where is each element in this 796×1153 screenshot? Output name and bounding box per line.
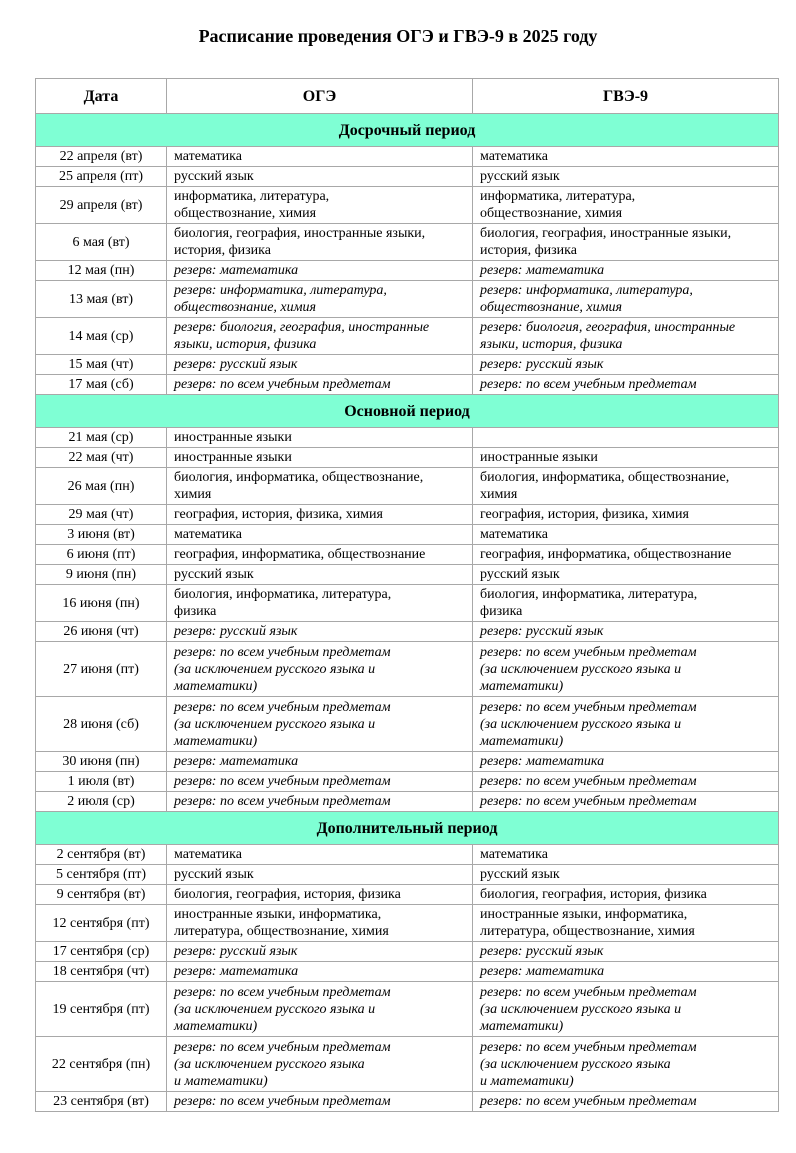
subject-line: биология, география, иностранные языки, bbox=[174, 226, 426, 241]
subject-line: математики) bbox=[480, 733, 564, 749]
subject-line: резерв: по всем учебным предметам bbox=[480, 1094, 697, 1109]
gve-subjects bbox=[473, 355, 779, 375]
subject-line: химия bbox=[174, 487, 212, 502]
oge-subjects bbox=[167, 355, 473, 375]
exam-date: 3 июня (вт) bbox=[36, 525, 167, 545]
table-row bbox=[36, 942, 779, 962]
gve-subjects bbox=[473, 224, 779, 261]
exam-date: 1 июля (вт) bbox=[36, 772, 167, 792]
table-row bbox=[36, 565, 779, 585]
subject-line: химия bbox=[480, 487, 518, 502]
subject-line: (за исключением русского языка bbox=[174, 1056, 365, 1072]
table-row bbox=[36, 865, 779, 885]
subject-line: литература, обществознание, химия bbox=[480, 924, 695, 939]
subject-line: русский язык bbox=[480, 567, 560, 582]
subject-line: обществознание, химия bbox=[174, 300, 317, 315]
subject-line: биология, география, история, физика bbox=[174, 887, 401, 902]
table-row bbox=[36, 697, 779, 752]
subject-line: иностранные языки bbox=[174, 430, 292, 445]
exam-date: 27 июня (пт) bbox=[36, 642, 167, 697]
subject-line: резерв: по всем учебным предметам bbox=[174, 774, 391, 789]
period-row bbox=[36, 114, 779, 147]
period-row bbox=[36, 395, 779, 428]
subject-line: резерв: русский язык bbox=[174, 944, 298, 959]
exam-date: 2 сентября (вт) bbox=[36, 845, 167, 865]
gve-subjects bbox=[473, 167, 779, 187]
schedule-body bbox=[36, 114, 779, 1112]
oge-subjects bbox=[167, 147, 473, 167]
table-row bbox=[36, 752, 779, 772]
oge-subjects bbox=[167, 224, 473, 261]
oge-subjects bbox=[167, 697, 473, 752]
exam-date: 23 сентября (вт) bbox=[36, 1092, 167, 1112]
subject-line: история, физика bbox=[480, 243, 577, 258]
subject-line: резерв: математика bbox=[174, 263, 299, 278]
subject-line: резерв: математика bbox=[174, 754, 299, 769]
subject-line: резерв: по всем учебным предметам bbox=[174, 1039, 391, 1055]
subject-line: и математики) bbox=[480, 1073, 574, 1089]
subject-line: резерв: русский язык bbox=[174, 624, 298, 639]
table-row bbox=[36, 355, 779, 375]
subject-line: обществознание, химия bbox=[480, 206, 623, 221]
oge-subjects bbox=[167, 281, 473, 318]
exam-date: 6 июня (пт) bbox=[36, 545, 167, 565]
gve-subjects bbox=[473, 865, 779, 885]
subject-line: (за исключением русского языка и bbox=[480, 716, 682, 732]
table-row bbox=[36, 224, 779, 261]
gve-subjects bbox=[473, 525, 779, 545]
subject-line: резерв: по всем учебным предметам bbox=[480, 644, 697, 660]
oge-subjects bbox=[167, 545, 473, 565]
subject-line: резерв: математика bbox=[480, 964, 605, 979]
table-row bbox=[36, 585, 779, 622]
gve-subjects bbox=[473, 448, 779, 468]
exam-date: 22 сентября (пн) bbox=[36, 1037, 167, 1092]
subject-line: резерв: биология, география, иностранные bbox=[480, 320, 736, 335]
table-row bbox=[36, 468, 779, 505]
subject-line: математики) bbox=[174, 678, 258, 694]
exam-date: 18 сентября (чт) bbox=[36, 962, 167, 982]
subject-line: география, история, физика, химия bbox=[480, 507, 689, 522]
subject-line: резерв: по всем учебным предметам bbox=[480, 774, 697, 789]
exam-date: 9 сентября (вт) bbox=[36, 885, 167, 905]
period-title: Основной период bbox=[36, 395, 779, 428]
oge-subjects bbox=[167, 982, 473, 1037]
exam-date: 28 июня (сб) bbox=[36, 697, 167, 752]
gve-subjects bbox=[473, 642, 779, 697]
oge-subjects bbox=[167, 428, 473, 448]
subject-line: математика bbox=[174, 847, 242, 862]
table-row bbox=[36, 772, 779, 792]
exam-date: 15 мая (чт) bbox=[36, 355, 167, 375]
subject-line: резерв: по всем учебным предметам bbox=[174, 377, 391, 392]
period-row bbox=[36, 812, 779, 845]
subject-line: биология, информатика, обществознание, bbox=[480, 470, 730, 485]
oge-subjects bbox=[167, 772, 473, 792]
subject-line: математики) bbox=[174, 1018, 258, 1034]
subject-line: резерв: по всем учебным предметам bbox=[174, 794, 391, 809]
subject-line: языки, история, физика bbox=[480, 337, 623, 352]
subject-line: резерв: биология, география, иностранные bbox=[174, 320, 430, 335]
header-gve: ГВЭ-9 bbox=[473, 79, 779, 114]
oge-subjects bbox=[167, 375, 473, 395]
oge-subjects bbox=[167, 585, 473, 622]
oge-subjects bbox=[167, 167, 473, 187]
exam-date: 14 мая (ср) bbox=[36, 318, 167, 355]
table-row bbox=[36, 962, 779, 982]
subject-line: резерв: по всем учебным предметам bbox=[480, 984, 697, 1000]
gve-subjects bbox=[473, 962, 779, 982]
subject-line: математика bbox=[480, 527, 548, 542]
subject-line: (за исключением русского языка и bbox=[174, 1001, 376, 1017]
subject-line: резерв: русский язык bbox=[480, 357, 604, 372]
oge-subjects bbox=[167, 187, 473, 224]
subject-line: обществознание, химия bbox=[174, 206, 317, 221]
subject-line: история, физика bbox=[174, 243, 271, 258]
gve-subjects bbox=[473, 428, 779, 448]
exam-date: 26 июня (чт) bbox=[36, 622, 167, 642]
subject-line: биология, информатика, литература, bbox=[174, 587, 392, 602]
oge-subjects bbox=[167, 622, 473, 642]
oge-subjects bbox=[167, 792, 473, 812]
subject-line: математики) bbox=[174, 733, 258, 749]
exam-date: 17 сентября (ср) bbox=[36, 942, 167, 962]
oge-subjects bbox=[167, 885, 473, 905]
subject-line: резерв: математика bbox=[174, 964, 299, 979]
gve-subjects bbox=[473, 261, 779, 281]
subject-line: резерв: по всем учебным предметам bbox=[480, 1039, 697, 1055]
oge-subjects bbox=[167, 845, 473, 865]
subject-line: обществознание, химия bbox=[480, 300, 623, 315]
period-title: Досрочный период bbox=[36, 114, 779, 147]
subject-line: (за исключением русского языка и bbox=[174, 716, 376, 732]
exam-date: 9 июня (пн) bbox=[36, 565, 167, 585]
subject-line: резерв: по всем учебным предметам bbox=[480, 377, 697, 392]
subject-line: резерв: информатика, литература, bbox=[174, 283, 387, 298]
subject-line: (за исключением русского языка bbox=[480, 1056, 671, 1072]
gve-subjects bbox=[473, 772, 779, 792]
subject-line: иностранные языки, информатика, bbox=[174, 907, 382, 922]
gve-subjects bbox=[473, 792, 779, 812]
gve-subjects bbox=[473, 318, 779, 355]
exam-date: 6 мая (вт) bbox=[36, 224, 167, 261]
table-header-row bbox=[36, 79, 779, 114]
oge-subjects bbox=[167, 642, 473, 697]
subject-line: русский язык bbox=[480, 867, 560, 882]
subject-line: биология, география, иностранные языки, bbox=[480, 226, 732, 241]
table-row bbox=[36, 905, 779, 942]
oge-subjects bbox=[167, 865, 473, 885]
subject-line: биология, информатика, обществознание, bbox=[174, 470, 424, 485]
gve-subjects bbox=[473, 375, 779, 395]
schedule-table bbox=[35, 78, 779, 1112]
period-title: Дополнительный период bbox=[36, 812, 779, 845]
subject-line: резерв: математика bbox=[480, 754, 605, 769]
subject-line: русский язык bbox=[174, 567, 254, 582]
subject-line: математика bbox=[174, 149, 242, 164]
subject-line: информатика, литература, bbox=[174, 189, 330, 204]
gve-subjects bbox=[473, 281, 779, 318]
table-row bbox=[36, 261, 779, 281]
subject-line: резерв: информатика, литература, bbox=[480, 283, 693, 298]
gve-subjects bbox=[473, 942, 779, 962]
table-row bbox=[36, 885, 779, 905]
gve-subjects bbox=[473, 1037, 779, 1092]
subject-line: (за исключением русского языка и bbox=[480, 1001, 682, 1017]
exam-date: 16 июня (пн) bbox=[36, 585, 167, 622]
subject-line: физика bbox=[480, 604, 523, 619]
subject-line: и математики) bbox=[174, 1073, 268, 1089]
subject-line: языки, история, физика bbox=[174, 337, 317, 352]
gve-subjects bbox=[473, 982, 779, 1037]
table-row bbox=[36, 318, 779, 355]
table-row bbox=[36, 1037, 779, 1092]
exam-date: 30 июня (пн) bbox=[36, 752, 167, 772]
subject-line: география, информатика, обществознание bbox=[480, 547, 732, 562]
subject-line: математика bbox=[174, 527, 242, 542]
exam-date: 12 мая (пн) bbox=[36, 261, 167, 281]
gve-subjects bbox=[473, 905, 779, 942]
subject-line: резерв: математика bbox=[480, 263, 605, 278]
table-row bbox=[36, 375, 779, 395]
page-title: Расписание проведения ОГЭ и ГВЭ-9 в 2025 году bbox=[198, 26, 598, 46]
exam-date: 5 сентября (пт) bbox=[36, 865, 167, 885]
table-row bbox=[36, 1092, 779, 1112]
table-row bbox=[36, 545, 779, 565]
subject-line: география, история, физика, химия bbox=[174, 507, 383, 522]
table-row bbox=[36, 792, 779, 812]
subject-line: иностранные языки bbox=[480, 450, 598, 465]
exam-date: 17 мая (сб) bbox=[36, 375, 167, 395]
table-row bbox=[36, 281, 779, 318]
gve-subjects bbox=[473, 565, 779, 585]
exam-date: 2 июля (ср) bbox=[36, 792, 167, 812]
subject-line: резерв: по всем учебным предметам bbox=[174, 699, 391, 715]
exam-date: 29 апреля (вт) bbox=[36, 187, 167, 224]
exam-date: 12 сентября (пт) bbox=[36, 905, 167, 942]
exam-date: 29 мая (чт) bbox=[36, 505, 167, 525]
exam-date: 19 сентября (пт) bbox=[36, 982, 167, 1037]
subject-line: резерв: по всем учебным предметам bbox=[174, 644, 391, 660]
table-row bbox=[36, 622, 779, 642]
gve-subjects bbox=[473, 187, 779, 224]
subject-line: русский язык bbox=[174, 169, 254, 184]
subject-line: русский язык bbox=[480, 169, 560, 184]
subject-line: иностранные языки bbox=[174, 450, 292, 465]
subject-line: русский язык bbox=[174, 867, 254, 882]
oge-subjects bbox=[167, 962, 473, 982]
exam-date: 22 мая (чт) bbox=[36, 448, 167, 468]
subject-line: биология, информатика, литература, bbox=[480, 587, 698, 602]
subject-line: резерв: по всем учебным предметам bbox=[480, 699, 697, 715]
header-date: Дата bbox=[36, 79, 167, 114]
gve-subjects bbox=[473, 585, 779, 622]
gve-subjects bbox=[473, 845, 779, 865]
gve-subjects bbox=[473, 697, 779, 752]
subject-line: математики) bbox=[480, 678, 564, 694]
subject-line: резерв: русский язык bbox=[480, 944, 604, 959]
exam-date: 13 мая (вт) bbox=[36, 281, 167, 318]
gve-subjects bbox=[473, 545, 779, 565]
subject-line: литература, обществознание, химия bbox=[174, 924, 389, 939]
table-row bbox=[36, 525, 779, 545]
table-row bbox=[36, 505, 779, 525]
gve-subjects bbox=[473, 885, 779, 905]
subject-line: география, информатика, обществознание bbox=[174, 547, 426, 562]
exam-date: 21 мая (ср) bbox=[36, 428, 167, 448]
oge-subjects bbox=[167, 1092, 473, 1112]
oge-subjects bbox=[167, 905, 473, 942]
subject-line: (за исключением русского языка и bbox=[480, 661, 682, 677]
header-oge: ОГЭ bbox=[167, 79, 473, 114]
subject-line: математики) bbox=[480, 1018, 564, 1034]
subject-line: резерв: русский язык bbox=[174, 357, 298, 372]
table-row bbox=[36, 147, 779, 167]
oge-subjects bbox=[167, 1037, 473, 1092]
subject-line: физика bbox=[174, 604, 217, 619]
subject-line: иностранные языки, информатика, bbox=[480, 907, 688, 922]
gve-subjects bbox=[473, 752, 779, 772]
subject-line: резерв: по всем учебным предметам bbox=[480, 794, 697, 809]
oge-subjects bbox=[167, 942, 473, 962]
exam-date: 26 мая (пн) bbox=[36, 468, 167, 505]
oge-subjects bbox=[167, 261, 473, 281]
table-row bbox=[36, 845, 779, 865]
table-row bbox=[36, 642, 779, 697]
oge-subjects bbox=[167, 752, 473, 772]
table-row bbox=[36, 448, 779, 468]
oge-subjects bbox=[167, 318, 473, 355]
oge-subjects bbox=[167, 448, 473, 468]
table-row bbox=[36, 982, 779, 1037]
subject-line: математика bbox=[480, 847, 548, 862]
gve-subjects bbox=[473, 505, 779, 525]
subject-line: математика bbox=[480, 149, 548, 164]
table-row bbox=[36, 167, 779, 187]
table-row bbox=[36, 428, 779, 448]
oge-subjects bbox=[167, 565, 473, 585]
exam-date: 22 апреля (вт) bbox=[36, 147, 167, 167]
oge-subjects bbox=[167, 525, 473, 545]
subject-line: резерв: по всем учебным предметам bbox=[174, 984, 391, 1000]
gve-subjects bbox=[473, 1092, 779, 1112]
subject-line: резерв: русский язык bbox=[480, 624, 604, 639]
subject-line: информатика, литература, bbox=[480, 189, 636, 204]
oge-subjects bbox=[167, 505, 473, 525]
table-row bbox=[36, 187, 779, 224]
gve-subjects bbox=[473, 468, 779, 505]
subject-line: (за исключением русского языка и bbox=[174, 661, 376, 677]
oge-subjects bbox=[167, 468, 473, 505]
gve-subjects bbox=[473, 622, 779, 642]
exam-date: 25 апреля (пт) bbox=[36, 167, 167, 187]
gve-subjects bbox=[473, 147, 779, 167]
subject-line: резерв: по всем учебным предметам bbox=[174, 1094, 391, 1109]
subject-line: биология, география, история, физика bbox=[480, 887, 707, 902]
